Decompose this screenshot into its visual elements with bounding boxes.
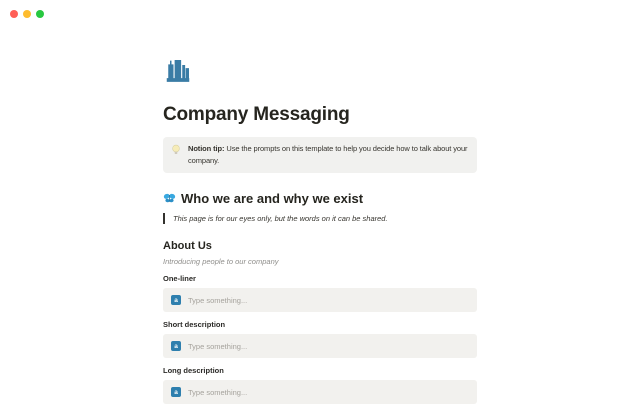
abc-input-icon: a bbox=[171, 295, 181, 305]
page-title[interactable]: Company Messaging bbox=[163, 104, 350, 125]
long-description-placeholder: Type something... bbox=[188, 387, 248, 397]
about-us-heading[interactable]: About Us bbox=[163, 240, 212, 253]
notion-tip-callout bbox=[163, 137, 477, 173]
long-description-input[interactable] bbox=[163, 380, 477, 404]
abc-input-icon: a bbox=[171, 387, 181, 397]
window-controls bbox=[10, 10, 44, 18]
minimize-button[interactable] bbox=[23, 10, 31, 18]
callout-tip-body: Use the prompts on this template to help you decide how to talk about your company. bbox=[188, 144, 468, 165]
notion-page bbox=[163, 0, 477, 404]
one-liner-input[interactable] bbox=[163, 288, 477, 312]
field-label-one-liner: One-liner bbox=[163, 274, 196, 284]
field-label-short-description: Short description bbox=[163, 320, 226, 330]
abc-input-icon: a bbox=[171, 341, 181, 351]
who-we-are-heading[interactable]: Who we are and why we exist bbox=[181, 191, 364, 207]
quote-block: This page is for our eyes only, but the words on it can be shared. bbox=[163, 213, 477, 224]
one-liner-placeholder: Type something... bbox=[188, 295, 248, 305]
zoom-button[interactable] bbox=[36, 10, 44, 18]
light-bulb-icon bbox=[171, 144, 181, 156]
close-button[interactable] bbox=[10, 10, 18, 18]
callout-tip-label: Notion tip: bbox=[188, 144, 225, 153]
about-us-caption: Introducing people to our company bbox=[163, 257, 279, 267]
field-label-long-description: Long description bbox=[163, 366, 224, 376]
city-buildings-icon[interactable] bbox=[163, 55, 193, 85]
short-description-input[interactable] bbox=[163, 334, 477, 358]
butterfly-icon bbox=[163, 192, 176, 205]
who-we-are-heading-row bbox=[163, 191, 477, 206]
short-description-placeholder: Type something... bbox=[188, 341, 248, 351]
callout-text bbox=[188, 143, 469, 166]
